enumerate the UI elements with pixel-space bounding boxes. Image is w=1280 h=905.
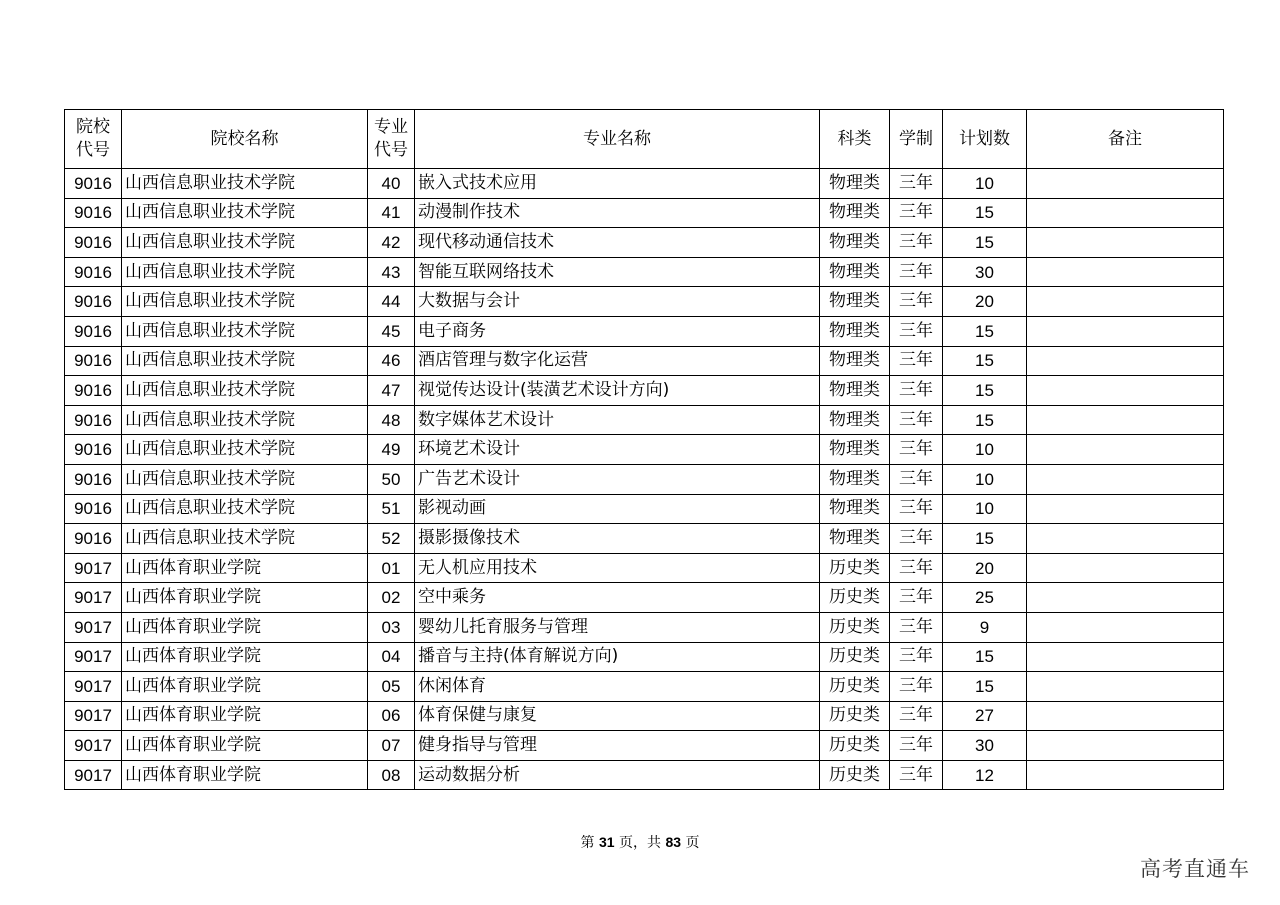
- cell-note: [1027, 464, 1224, 494]
- cell-plan: 9: [943, 612, 1027, 642]
- cell-school-code: 9017: [65, 612, 122, 642]
- cell-major-name: 广告艺术设计: [415, 464, 820, 494]
- cell-major-name: 播音与主持(体育解说方向): [415, 642, 820, 672]
- cell-duration: 三年: [890, 405, 943, 435]
- cell-school-code: 9017: [65, 731, 122, 761]
- table-row: [65, 228, 1224, 258]
- table-row: [65, 672, 1224, 702]
- cell-duration: 三年: [890, 376, 943, 406]
- cell-school-code: 9016: [65, 464, 122, 494]
- table-row: [65, 524, 1224, 554]
- cell-school-code: 9017: [65, 701, 122, 731]
- watermark-text: 高考直通车: [1140, 857, 1250, 881]
- cell-duration: 三年: [890, 435, 943, 465]
- table-row: [65, 731, 1224, 761]
- cell-school-name: 山西体育职业学院: [122, 701, 368, 731]
- cell-school-code: 9017: [65, 553, 122, 583]
- cell-major-name: 电子商务: [415, 316, 820, 346]
- cell-school-code: 9017: [65, 672, 122, 702]
- cell-duration: 三年: [890, 672, 943, 702]
- cell-subject: 物理类: [820, 287, 890, 317]
- cell-major-name: 婴幼儿托育服务与管理: [415, 612, 820, 642]
- cell-school-code: 9016: [65, 494, 122, 524]
- table-row: [65, 760, 1224, 790]
- cell-subject: 历史类: [820, 672, 890, 702]
- table-row: [65, 642, 1224, 672]
- cell-school-code: 9016: [65, 169, 122, 199]
- cell-subject: 物理类: [820, 524, 890, 554]
- cell-plan: 15: [943, 405, 1027, 435]
- table-row: [65, 464, 1224, 494]
- cell-school-code: 9016: [65, 198, 122, 228]
- cell-major-name: 酒店管理与数字化运营: [415, 346, 820, 376]
- cell-note: [1027, 316, 1224, 346]
- cell-school-name: 山西信息职业技术学院: [122, 494, 368, 524]
- cell-duration: 三年: [890, 642, 943, 672]
- cell-note: [1027, 198, 1224, 228]
- cell-school-name: 山西信息职业技术学院: [122, 257, 368, 287]
- cell-school-name: 山西信息职业技术学院: [122, 228, 368, 258]
- cell-major-code: 44: [368, 287, 415, 317]
- cell-subject: 历史类: [820, 612, 890, 642]
- cell-plan: 25: [943, 583, 1027, 613]
- page-footer: [0, 832, 1280, 852]
- cell-school-name: 山西信息职业技术学院: [122, 169, 368, 199]
- table-row: [65, 612, 1224, 642]
- cell-subject: 物理类: [820, 228, 890, 258]
- cell-major-code: 01: [368, 553, 415, 583]
- table-row: [65, 346, 1224, 376]
- cell-subject: 历史类: [820, 760, 890, 790]
- cell-subject: 物理类: [820, 198, 890, 228]
- cell-subject: 物理类: [820, 316, 890, 346]
- cell-school-name: 山西体育职业学院: [122, 672, 368, 702]
- cell-major-code: 52: [368, 524, 415, 554]
- table-row: [65, 494, 1224, 524]
- cell-plan: 30: [943, 731, 1027, 761]
- cell-school-code: 9016: [65, 524, 122, 554]
- cell-major-code: 46: [368, 346, 415, 376]
- table-row: [65, 376, 1224, 406]
- cell-plan: 27: [943, 701, 1027, 731]
- header-plan: 计划数: [943, 110, 1027, 169]
- cell-plan: 15: [943, 376, 1027, 406]
- cell-school-code: 9017: [65, 760, 122, 790]
- cell-major-code: 06: [368, 701, 415, 731]
- cell-note: [1027, 524, 1224, 554]
- cell-major-code: 47: [368, 376, 415, 406]
- cell-plan: 20: [943, 553, 1027, 583]
- cell-note: [1027, 583, 1224, 613]
- cell-duration: 三年: [890, 198, 943, 228]
- cell-major-name: 运动数据分析: [415, 760, 820, 790]
- cell-note: [1027, 228, 1224, 258]
- cell-duration: 三年: [890, 287, 943, 317]
- cell-plan: 12: [943, 760, 1027, 790]
- cell-school-code: 9016: [65, 228, 122, 258]
- table-row: [65, 583, 1224, 613]
- cell-note: [1027, 760, 1224, 790]
- cell-school-code: 9017: [65, 642, 122, 672]
- cell-school-code: 9016: [65, 435, 122, 465]
- cell-subject: 物理类: [820, 257, 890, 287]
- cell-note: [1027, 701, 1224, 731]
- cell-major-code: 40: [368, 169, 415, 199]
- cell-major-code: 03: [368, 612, 415, 642]
- cell-subject: 历史类: [820, 553, 890, 583]
- cell-major-name: 无人机应用技术: [415, 553, 820, 583]
- cell-school-name: 山西信息职业技术学院: [122, 198, 368, 228]
- cell-note: [1027, 672, 1224, 702]
- cell-duration: 三年: [890, 316, 943, 346]
- cell-major-name: 动漫制作技术: [415, 198, 820, 228]
- cell-duration: 三年: [890, 346, 943, 376]
- table-row: [65, 316, 1224, 346]
- cell-major-code: 51: [368, 494, 415, 524]
- cell-school-code: 9016: [65, 376, 122, 406]
- cell-subject: 历史类: [820, 583, 890, 613]
- header-duration: 学制: [890, 110, 943, 169]
- cell-note: [1027, 346, 1224, 376]
- cell-subject: 物理类: [820, 435, 890, 465]
- cell-plan: 10: [943, 494, 1027, 524]
- cell-major-name: 数字媒体艺术设计: [415, 405, 820, 435]
- cell-major-name: 健身指导与管理: [415, 731, 820, 761]
- cell-duration: 三年: [890, 553, 943, 583]
- footer-total-pages: 83: [665, 834, 682, 850]
- cell-note: [1027, 612, 1224, 642]
- cell-school-name: 山西体育职业学院: [122, 553, 368, 583]
- admission-plan-table: [64, 109, 1224, 790]
- cell-subject: 历史类: [820, 701, 890, 731]
- table-row: [65, 257, 1224, 287]
- header-major-name: 专业名称: [415, 110, 820, 169]
- cell-plan: 15: [943, 228, 1027, 258]
- footer-current-page: 31: [598, 834, 615, 850]
- cell-major-name: 嵌入式技术应用: [415, 169, 820, 199]
- table-row: [65, 287, 1224, 317]
- cell-major-name: 环境艺术设计: [415, 435, 820, 465]
- cell-major-name: 空中乘务: [415, 583, 820, 613]
- cell-major-code: 42: [368, 228, 415, 258]
- cell-plan: 15: [943, 198, 1027, 228]
- table-row: [65, 435, 1224, 465]
- cell-plan: 15: [943, 642, 1027, 672]
- footer-prefix: 第: [580, 835, 595, 851]
- table-body: [65, 169, 1224, 790]
- cell-plan: 15: [943, 524, 1027, 554]
- cell-subject: 物理类: [820, 376, 890, 406]
- cell-plan: 30: [943, 257, 1027, 287]
- footer-middle: 页，共: [619, 835, 661, 851]
- cell-duration: 三年: [890, 257, 943, 287]
- cell-major-code: 07: [368, 731, 415, 761]
- cell-subject: 物理类: [820, 405, 890, 435]
- cell-duration: 三年: [890, 524, 943, 554]
- cell-subject: 物理类: [820, 494, 890, 524]
- cell-major-name: 影视动画: [415, 494, 820, 524]
- cell-plan: 15: [943, 316, 1027, 346]
- cell-major-code: 08: [368, 760, 415, 790]
- cell-plan: 20: [943, 287, 1027, 317]
- cell-subject: 物理类: [820, 464, 890, 494]
- cell-note: [1027, 494, 1224, 524]
- cell-school-name: 山西体育职业学院: [122, 583, 368, 613]
- cell-school-name: 山西体育职业学院: [122, 731, 368, 761]
- cell-school-name: 山西体育职业学院: [122, 642, 368, 672]
- cell-major-code: 50: [368, 464, 415, 494]
- cell-duration: 三年: [890, 228, 943, 258]
- cell-plan: 10: [943, 169, 1027, 199]
- cell-major-code: 43: [368, 257, 415, 287]
- cell-major-code: 49: [368, 435, 415, 465]
- cell-note: [1027, 405, 1224, 435]
- cell-school-name: 山西体育职业学院: [122, 612, 368, 642]
- cell-major-name: 摄影摄像技术: [415, 524, 820, 554]
- cell-school-name: 山西信息职业技术学院: [122, 405, 368, 435]
- cell-subject: 物理类: [820, 346, 890, 376]
- table-row: [65, 198, 1224, 228]
- cell-plan: 10: [943, 435, 1027, 465]
- cell-plan: 15: [943, 346, 1027, 376]
- cell-duration: 三年: [890, 701, 943, 731]
- cell-duration: 三年: [890, 464, 943, 494]
- cell-school-code: 9016: [65, 405, 122, 435]
- cell-major-name: 智能互联网络技术: [415, 257, 820, 287]
- cell-note: [1027, 553, 1224, 583]
- cell-major-name: 现代移动通信技术: [415, 228, 820, 258]
- table-row: [65, 553, 1224, 583]
- cell-major-code: 02: [368, 583, 415, 613]
- cell-note: [1027, 169, 1224, 199]
- cell-major-name: 休闲体育: [415, 672, 820, 702]
- cell-note: [1027, 257, 1224, 287]
- cell-duration: 三年: [890, 731, 943, 761]
- header-school-code-text: 院校 代号: [76, 117, 110, 160]
- cell-duration: 三年: [890, 169, 943, 199]
- cell-school-name: 山西体育职业学院: [122, 760, 368, 790]
- header-major-code: [368, 110, 415, 169]
- cell-major-code: 41: [368, 198, 415, 228]
- cell-school-name: 山西信息职业技术学院: [122, 316, 368, 346]
- cell-major-code: 05: [368, 672, 415, 702]
- cell-major-code: 45: [368, 316, 415, 346]
- cell-major-name: 视觉传达设计(装潢艺术设计方向): [415, 376, 820, 406]
- cell-school-name: 山西信息职业技术学院: [122, 346, 368, 376]
- cell-school-name: 山西信息职业技术学院: [122, 464, 368, 494]
- cell-major-code: 04: [368, 642, 415, 672]
- table-row: [65, 701, 1224, 731]
- cell-school-name: 山西信息职业技术学院: [122, 376, 368, 406]
- cell-note: [1027, 731, 1224, 761]
- header-school-name: 院校名称: [122, 110, 368, 169]
- cell-duration: 三年: [890, 612, 943, 642]
- cell-major-name: 大数据与会计: [415, 287, 820, 317]
- cell-school-code: 9016: [65, 346, 122, 376]
- cell-duration: 三年: [890, 583, 943, 613]
- cell-note: [1027, 642, 1224, 672]
- header-school-code: [65, 110, 122, 169]
- header-subject: 科类: [820, 110, 890, 169]
- header-major-code-text: 专业 代号: [374, 117, 408, 160]
- cell-plan: 15: [943, 672, 1027, 702]
- cell-school-name: 山西信息职业技术学院: [122, 524, 368, 554]
- cell-school-code: 9017: [65, 583, 122, 613]
- cell-note: [1027, 287, 1224, 317]
- cell-note: [1027, 376, 1224, 406]
- cell-subject: 历史类: [820, 731, 890, 761]
- cell-note: [1027, 435, 1224, 465]
- cell-duration: 三年: [890, 760, 943, 790]
- cell-major-code: 48: [368, 405, 415, 435]
- cell-major-name: 体育保健与康复: [415, 701, 820, 731]
- header-row: [65, 110, 1224, 169]
- cell-subject: 历史类: [820, 642, 890, 672]
- cell-plan: 10: [943, 464, 1027, 494]
- table-row: [65, 405, 1224, 435]
- cell-subject: 物理类: [820, 169, 890, 199]
- footer-suffix: 页: [685, 835, 700, 851]
- cell-duration: 三年: [890, 494, 943, 524]
- header-note: 备注: [1027, 110, 1224, 169]
- cell-school-code: 9016: [65, 257, 122, 287]
- cell-school-name: 山西信息职业技术学院: [122, 287, 368, 317]
- table-row: [65, 169, 1224, 199]
- cell-school-name: 山西信息职业技术学院: [122, 435, 368, 465]
- cell-school-code: 9016: [65, 316, 122, 346]
- cell-school-code: 9016: [65, 287, 122, 317]
